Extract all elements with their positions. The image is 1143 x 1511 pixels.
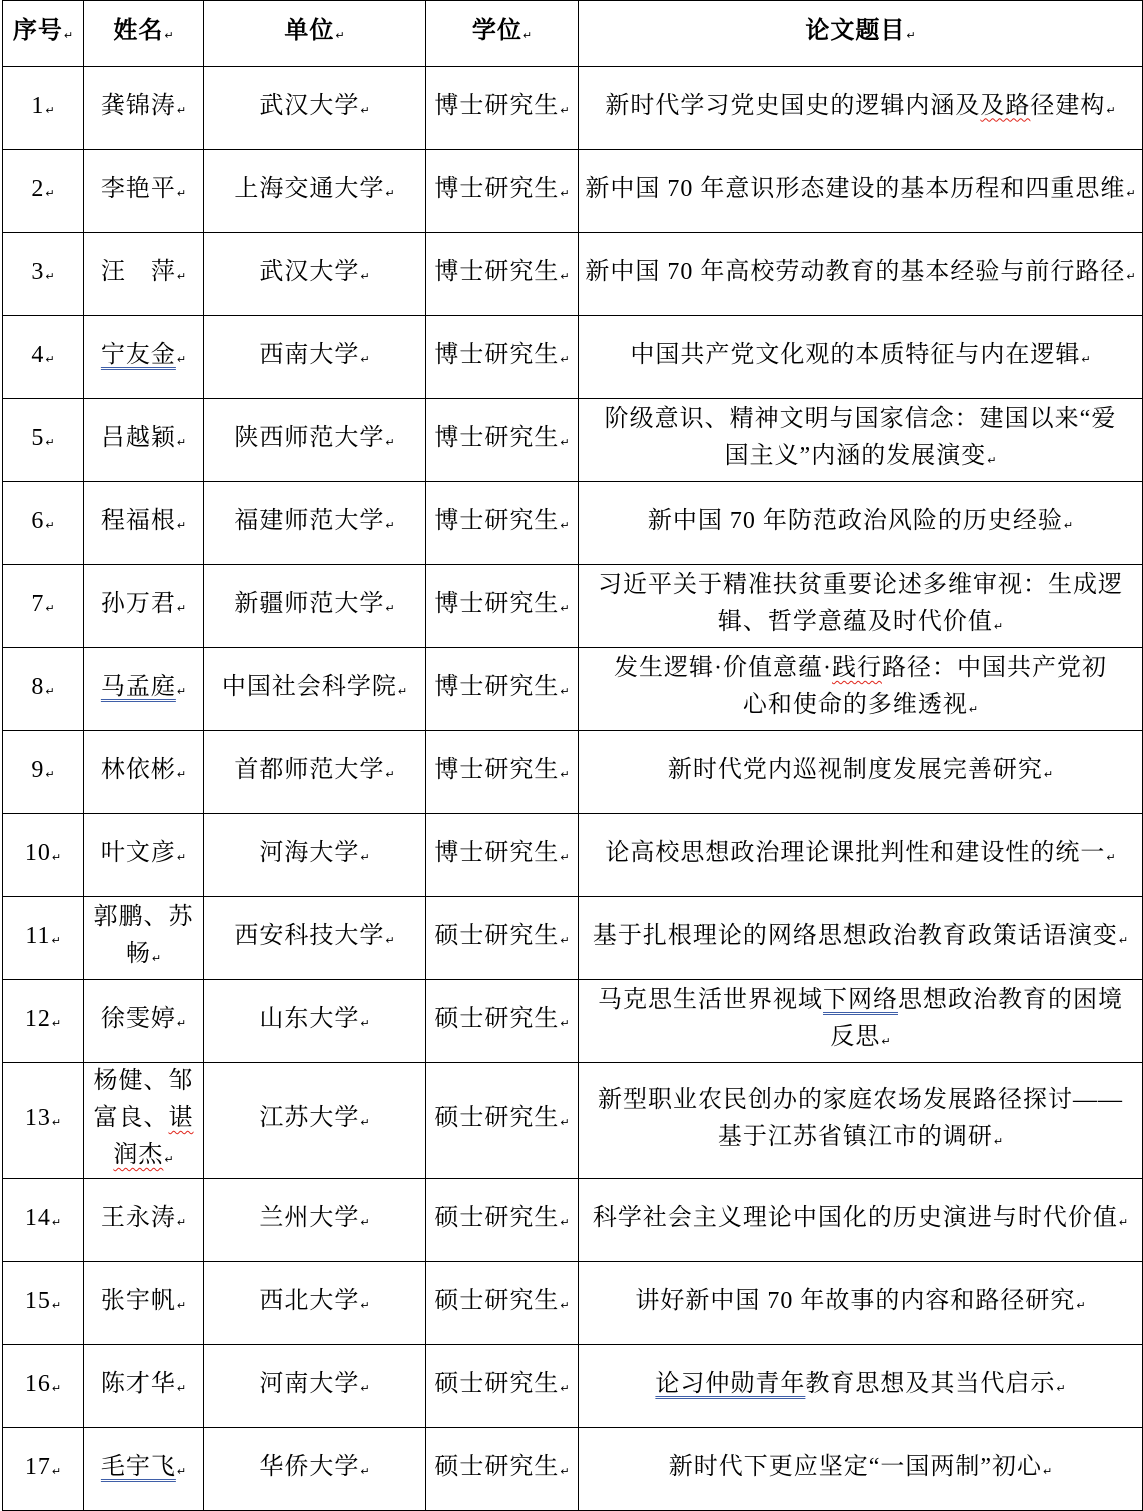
unit-text: 上海交通大学 ↵ bbox=[206, 171, 423, 212]
title-line: 国主义”内涵的发展演变 ↵ bbox=[581, 438, 1140, 479]
degree-text: 硕士研究生 ↵ bbox=[428, 1001, 576, 1042]
degree-cell bbox=[426, 399, 579, 482]
title-line: 论高校思想政治理论课批判性和建设性的统一 ↵ bbox=[581, 835, 1140, 876]
name-text: 李艳平 ↵ bbox=[86, 171, 201, 212]
unit-cell bbox=[204, 233, 426, 316]
title-cell bbox=[579, 1428, 1143, 1511]
title-line: 新中国 70 年意识形态建设的基本历程和四重思维 ↵ bbox=[581, 171, 1140, 212]
spelling-marked-segment: 践行 bbox=[831, 655, 882, 681]
title-cell bbox=[579, 1262, 1143, 1345]
no-text: 4 ↵ bbox=[5, 337, 81, 378]
table-row bbox=[3, 814, 1143, 897]
name-text: 吕越颖 ↵ bbox=[86, 420, 201, 461]
title-line: 科学社会主义理论中国化的历史演进与时代价值 ↵ bbox=[581, 1200, 1140, 1241]
degree-cell bbox=[426, 1179, 579, 1262]
unit-cell bbox=[204, 150, 426, 233]
degree-cell bbox=[426, 233, 579, 316]
unit-text: 河海大学 ↵ bbox=[206, 835, 423, 876]
name-cell bbox=[84, 1428, 204, 1511]
no-cell bbox=[3, 814, 84, 897]
unit-text: 新疆师范大学 ↵ bbox=[206, 586, 423, 627]
grammar-marked-name: 宁友金 bbox=[100, 341, 176, 368]
header-cell-degree bbox=[426, 1, 579, 67]
degree-text: 博士研究生 ↵ bbox=[428, 503, 576, 544]
unit-cell bbox=[204, 731, 426, 814]
no-text: 5 ↵ bbox=[5, 420, 81, 461]
degree-text: 博士研究生 ↵ bbox=[428, 88, 576, 129]
header-degree-label: 学位 ↵ bbox=[428, 13, 576, 54]
degree-text: 硕士研究生 ↵ bbox=[428, 1100, 576, 1141]
name-text: 王永涛 ↵ bbox=[86, 1200, 201, 1241]
title-line: 新中国 70 年防范政治风险的历史经验 ↵ bbox=[581, 503, 1140, 544]
name-cell bbox=[84, 482, 204, 565]
header-cell-title bbox=[579, 1, 1143, 67]
title-cell bbox=[579, 67, 1143, 150]
name-cell bbox=[84, 814, 204, 897]
name-line bbox=[86, 1137, 201, 1178]
title-line bbox=[581, 88, 1140, 129]
title-line: 新中国 70 年高校劳动教育的基本经验与前行路径 ↵ bbox=[581, 254, 1140, 295]
awardee-list-table bbox=[2, 0, 1143, 1511]
degree-text: 硕士研究生 ↵ bbox=[428, 1449, 576, 1490]
unit-cell bbox=[204, 648, 426, 731]
unit-cell bbox=[204, 897, 426, 980]
unit-text: 首都师范大学 ↵ bbox=[206, 752, 423, 793]
name-text: 程福根 ↵ bbox=[86, 503, 201, 544]
no-text: 9 ↵ bbox=[5, 752, 81, 793]
name-line bbox=[86, 1100, 201, 1137]
degree-text: 博士研究生 ↵ bbox=[428, 420, 576, 461]
no-cell bbox=[3, 316, 84, 399]
no-text: 14 ↵ bbox=[5, 1200, 81, 1241]
degree-text: 博士研究生 ↵ bbox=[428, 171, 576, 212]
name-line bbox=[86, 337, 201, 378]
name-cell bbox=[84, 233, 204, 316]
name-line: 杨健、邹 bbox=[93, 1068, 194, 1094]
table-row bbox=[3, 1179, 1143, 1262]
title-segment: 思想政治教育的困境 bbox=[898, 987, 1123, 1013]
title-segment: 路径：中国共产党初 bbox=[881, 655, 1107, 681]
title-segment: 马克思生活世界视域 bbox=[598, 987, 823, 1013]
table-row bbox=[3, 980, 1143, 1063]
no-text: 15 ↵ bbox=[5, 1283, 81, 1324]
unit-text: 福建师范大学 ↵ bbox=[206, 503, 423, 544]
name-text: 龚锦涛 ↵ bbox=[86, 88, 201, 129]
name-text: 林依彬 ↵ bbox=[86, 752, 201, 793]
title-line: 反思 ↵ bbox=[581, 1019, 1140, 1060]
header-name-label: 姓名 ↵ bbox=[86, 13, 201, 54]
table-row bbox=[3, 482, 1143, 565]
unit-text: 武汉大学 ↵ bbox=[206, 88, 423, 129]
degree-cell bbox=[426, 980, 579, 1063]
degree-text: 博士研究生 ↵ bbox=[428, 586, 576, 627]
spelling-marked-segment: 及路 bbox=[980, 92, 1031, 119]
no-cell bbox=[3, 1262, 84, 1345]
unit-cell bbox=[204, 980, 426, 1063]
title-cell bbox=[579, 648, 1143, 731]
title-line: 心和使命的多维透视 ↵ bbox=[581, 687, 1140, 728]
no-text: 12 ↵ bbox=[5, 1001, 81, 1042]
title-cell bbox=[579, 1345, 1143, 1428]
title-line bbox=[581, 650, 1140, 687]
unit-cell bbox=[204, 1345, 426, 1428]
title-line: 新时代党内巡视制度发展完善研究 ↵ bbox=[581, 752, 1140, 793]
no-text: 11 ↵ bbox=[5, 918, 81, 959]
table-row bbox=[3, 897, 1143, 980]
no-text: 13 ↵ bbox=[5, 1100, 81, 1141]
no-text: 1 ↵ bbox=[5, 88, 81, 129]
header-cell-no bbox=[3, 1, 84, 67]
no-cell bbox=[3, 648, 84, 731]
unit-text: 河南大学 ↵ bbox=[206, 1366, 423, 1407]
name-line bbox=[86, 1449, 201, 1490]
no-cell bbox=[3, 1428, 84, 1511]
no-cell bbox=[3, 482, 84, 565]
title-line: 基于扎根理论的网络思想政治教育政策话语演变 ↵ bbox=[581, 918, 1140, 959]
title-line: 中国共产党文化观的本质特征与内在逻辑 ↵ bbox=[581, 337, 1140, 378]
no-cell bbox=[3, 565, 84, 648]
unit-cell bbox=[204, 1428, 426, 1511]
table-row bbox=[3, 731, 1143, 814]
no-text: 17 ↵ bbox=[5, 1449, 81, 1490]
name-line: 畅 ↵ bbox=[86, 936, 201, 977]
unit-cell bbox=[204, 814, 426, 897]
degree-text: 博士研究生 ↵ bbox=[428, 752, 576, 793]
header-cell-name bbox=[84, 1, 204, 67]
unit-cell bbox=[204, 316, 426, 399]
table-row bbox=[3, 399, 1143, 482]
degree-text: 博士研究生 ↵ bbox=[428, 835, 576, 876]
name-text: 徐雯婷 ↵ bbox=[86, 1001, 201, 1042]
title-line: 新型职业农民创办的家庭农场发展路径探讨—— bbox=[598, 1086, 1123, 1113]
title-cell bbox=[579, 565, 1143, 648]
title-line: 辑、哲学意蕴及时代价值 ↵ bbox=[581, 604, 1140, 645]
degree-cell bbox=[426, 150, 579, 233]
title-line: 基于江苏省镇江市的调研 ↵ bbox=[581, 1119, 1140, 1160]
name-cell bbox=[84, 565, 204, 648]
degree-text: 博士研究生 ↵ bbox=[428, 669, 576, 710]
title-cell bbox=[579, 316, 1143, 399]
unit-cell bbox=[204, 565, 426, 648]
header-row bbox=[3, 1, 1143, 67]
degree-text: 博士研究生 ↵ bbox=[428, 337, 576, 378]
name-cell bbox=[84, 648, 204, 731]
degree-cell bbox=[426, 67, 579, 150]
header-cell-unit bbox=[204, 1, 426, 67]
no-cell bbox=[3, 731, 84, 814]
name-text: 叶文彦 ↵ bbox=[86, 835, 201, 876]
title-cell bbox=[579, 814, 1143, 897]
header-no-label: 序号 ↵ bbox=[5, 13, 81, 54]
unit-cell bbox=[204, 1179, 426, 1262]
unit-cell bbox=[204, 67, 426, 150]
name-cell bbox=[84, 897, 204, 980]
degree-cell bbox=[426, 731, 579, 814]
degree-cell bbox=[426, 482, 579, 565]
no-cell bbox=[3, 897, 84, 980]
unit-text: 山东大学 ↵ bbox=[206, 1001, 423, 1042]
unit-text: 中国社会科学院 ↵ bbox=[206, 669, 423, 710]
title-cell bbox=[579, 731, 1143, 814]
unit-text: 西北大学 ↵ bbox=[206, 1283, 423, 1324]
degree-text: 硕士研究生 ↵ bbox=[428, 1200, 576, 1241]
title-cell bbox=[579, 897, 1143, 980]
name-line bbox=[86, 669, 201, 710]
table-row bbox=[3, 1345, 1143, 1428]
table-row bbox=[3, 1063, 1143, 1179]
header-title-label: 论文题目 ↵ bbox=[581, 13, 1140, 54]
no-cell bbox=[3, 1063, 84, 1179]
name-text: 汪 萍 ↵ bbox=[86, 254, 201, 295]
unit-text: 兰州大学 ↵ bbox=[206, 1200, 423, 1241]
name-cell bbox=[84, 1179, 204, 1262]
name-cell bbox=[84, 1063, 204, 1179]
degree-cell bbox=[426, 1428, 579, 1511]
no-text: 7 ↵ bbox=[5, 586, 81, 627]
table-row bbox=[3, 150, 1143, 233]
unit-cell bbox=[204, 1063, 426, 1179]
unit-cell bbox=[204, 1262, 426, 1345]
unit-text: 华侨大学 ↵ bbox=[206, 1449, 423, 1490]
no-cell bbox=[3, 399, 84, 482]
grammar-marked-segment: 下网络 bbox=[823, 987, 898, 1013]
unit-cell bbox=[204, 482, 426, 565]
title-line: 习近平关于精准扶贫重要论述多维审视：生成逻 bbox=[598, 572, 1123, 598]
degree-cell bbox=[426, 316, 579, 399]
title-line: 阶级意识、精神文明与国家信念：建国以来“爱 bbox=[604, 406, 1117, 432]
name-text: 张宇帆 ↵ bbox=[86, 1283, 201, 1324]
title-cell bbox=[579, 482, 1143, 565]
table-row bbox=[3, 565, 1143, 648]
title-line bbox=[581, 982, 1140, 1019]
name-cell bbox=[84, 731, 204, 814]
name-cell bbox=[84, 316, 204, 399]
degree-text: 硕士研究生 ↵ bbox=[428, 1366, 576, 1407]
degree-cell bbox=[426, 1063, 579, 1179]
name-cell bbox=[84, 980, 204, 1063]
table-row bbox=[3, 316, 1143, 399]
table-row bbox=[3, 67, 1143, 150]
no-text: 2 ↵ bbox=[5, 171, 81, 212]
name-cell bbox=[84, 67, 204, 150]
no-text: 3 ↵ bbox=[5, 254, 81, 295]
no-text: 16 ↵ bbox=[5, 1366, 81, 1407]
degree-text: 硕士研究生 ↵ bbox=[428, 918, 576, 959]
name-cell bbox=[84, 150, 204, 233]
title-segment: 新时代学习党史国史的逻辑内涵及 bbox=[605, 92, 981, 119]
grammar-marked-segment: 论习仲勋青年 bbox=[655, 1370, 806, 1397]
table-row bbox=[3, 1428, 1143, 1511]
degree-cell bbox=[426, 648, 579, 731]
unit-text: 陕西师范大学 ↵ bbox=[206, 420, 423, 461]
title-segment: 教育思想及其当代启示 bbox=[805, 1370, 1056, 1397]
no-cell bbox=[3, 150, 84, 233]
title-cell bbox=[579, 1179, 1143, 1262]
title-line bbox=[581, 1366, 1140, 1407]
no-cell bbox=[3, 980, 84, 1063]
degree-cell bbox=[426, 1345, 579, 1428]
title-cell bbox=[579, 980, 1143, 1063]
degree-text: 硕士研究生 ↵ bbox=[428, 1283, 576, 1324]
no-text: 8 ↵ bbox=[5, 669, 81, 710]
title-segment: 径建构 bbox=[1030, 92, 1106, 119]
degree-text: 博士研究生 ↵ bbox=[428, 254, 576, 295]
name-text: 陈才华 ↵ bbox=[86, 1366, 201, 1407]
name-segment: 富良、 bbox=[93, 1105, 169, 1131]
table-row bbox=[3, 1262, 1143, 1345]
title-line: 讲好新中国 70 年故事的内容和路径研究 ↵ bbox=[581, 1283, 1140, 1324]
title-cell bbox=[579, 233, 1143, 316]
spelling-marked-segment: 谌 bbox=[168, 1105, 194, 1131]
no-text: 10 ↵ bbox=[5, 835, 81, 876]
unit-text: 武汉大学 ↵ bbox=[206, 254, 423, 295]
no-cell bbox=[3, 67, 84, 150]
no-cell bbox=[3, 1179, 84, 1262]
name-text: 孙万君 ↵ bbox=[86, 586, 201, 627]
unit-text: 江苏大学 ↵ bbox=[206, 1100, 423, 1141]
unit-cell bbox=[204, 399, 426, 482]
table-row bbox=[3, 648, 1143, 731]
no-text: 6 ↵ bbox=[5, 503, 81, 544]
degree-cell bbox=[426, 897, 579, 980]
no-cell bbox=[3, 233, 84, 316]
no-cell bbox=[3, 1345, 84, 1428]
degree-cell bbox=[426, 814, 579, 897]
title-segment: 发生逻辑·价值意蕴· bbox=[614, 655, 832, 681]
unit-text: 西安科技大学 ↵ bbox=[206, 918, 423, 959]
grammar-marked-name: 毛宇飞 bbox=[100, 1453, 176, 1480]
degree-cell bbox=[426, 1262, 579, 1345]
name-cell bbox=[84, 399, 204, 482]
header-unit-label: 单位 ↵ bbox=[206, 13, 423, 54]
name-cell bbox=[84, 1345, 204, 1428]
title-line: 新时代下更应坚定“一国两制”初心 ↵ bbox=[581, 1449, 1140, 1490]
unit-text: 西南大学 ↵ bbox=[206, 337, 423, 378]
title-cell bbox=[579, 150, 1143, 233]
name-line: 郭鹏、苏 bbox=[93, 904, 194, 930]
title-cell bbox=[579, 399, 1143, 482]
spelling-marked-segment: 润杰 bbox=[113, 1142, 164, 1168]
title-cell bbox=[579, 1063, 1143, 1179]
table-row bbox=[3, 233, 1143, 316]
grammar-marked-name: 马孟庭 bbox=[100, 673, 176, 700]
name-cell bbox=[84, 1262, 204, 1345]
degree-cell bbox=[426, 565, 579, 648]
